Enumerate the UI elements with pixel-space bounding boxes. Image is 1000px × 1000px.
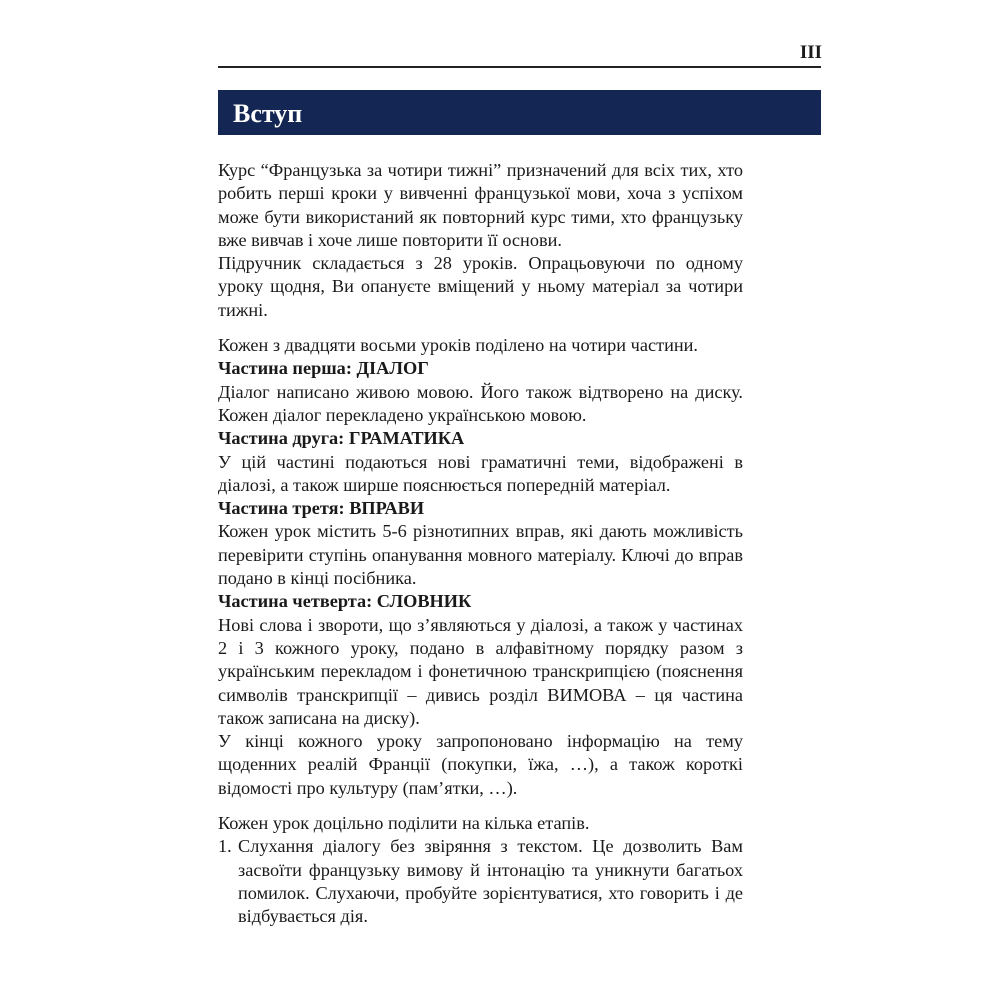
part-2-text: У цій частині подаються нові граматичні теми, відображені в діалозі, а також ширше пояснюється попередній матеріал. [218,451,743,495]
part-1-text: Діалог написано живою мовою. Його також відтворено на диску. Кожен діалог перекладено українською мовою. [218,381,743,425]
section-title: Вступ [233,99,303,128]
header-rule [218,66,821,68]
part-4-text: Нові слова і звороти, що з’являються у діалозі, а також у частинах 2 і 3 кожного уроку, подано в алфавітному порядку разом з українським перекладом і фонетичною транскрипцією (пояснення символів транскрипції – дивись розділ ВИМОВА – ця частина також записана на диску). [218,614,743,728]
intro-paragraph: Курс “Французька за чотири тижні” призначений для всіх тих, хто робить перші кроки у вивченні французької мови, хоча з успіхом може бути використаний як повторний курс тими, хто французьку вже вивчав і хоче лише повторити її основи. [218,160,743,250]
part-3-heading: Частина третя: ВПРАВИ [218,498,425,519]
page-body [218,159,743,929]
closing-paragraph: У кінці кожного уроку запропоновано інформацію на тему щоденних реалій Франції (покупки, їжа, …), а також короткі відомості про культуру (пам’ятки, …). [218,731,743,798]
part-4-heading: Частина четверта: СЛОВНИК [218,591,472,612]
section-title-bar [218,90,821,135]
stage-text: Слухання діалогу без звіряння з текстом. Це дозволить Вам засвоїти французьку вимову й інтонацію та уникнути багатьох помилок. Слухаючи, пробуйте зорієнтуватися, хто говорить і де відбувається дія. [238,836,743,927]
intro-paragraph: Підручник складається з 28 уроків. Опрацьовуючи по одному уроку щодня, Ви опануєте вміщений у ньому матеріал за чотири тижні. [218,253,743,320]
stage-number: 1. [218,836,232,857]
part-2-heading: Частина друга: ГРАМАТИКА [218,428,465,449]
page-number: III [799,42,822,63]
stages-intro-paragraph: Кожен урок доцільно поділити на кілька етапів. [218,813,590,834]
stage-list-item [218,835,743,928]
part-1-heading: Частина перша: ДІАЛОГ [218,358,429,379]
parts-intro-paragraph: Кожен з двадцяти восьми уроків поділено на чотири частини. [218,335,698,356]
part-3-text: Кожен урок містить 5-6 різнотипних вправ, які дають можливість перевірити ступінь опанування мовного матеріалу. Ключі до вправ подано в кінці посібника. [218,521,743,589]
